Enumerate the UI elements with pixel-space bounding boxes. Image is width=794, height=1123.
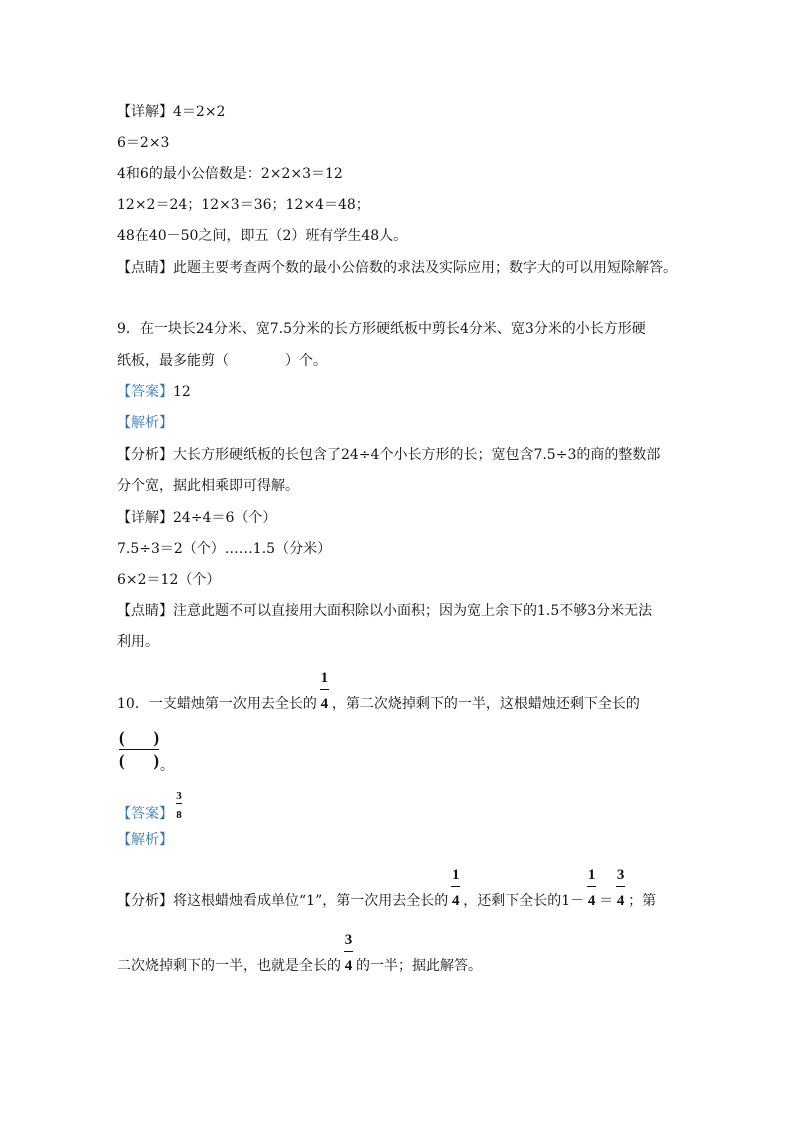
numerator: 3 bbox=[344, 932, 353, 948]
paren: ( bbox=[119, 728, 125, 747]
fraction bbox=[586, 867, 597, 910]
q9-point-line bbox=[117, 602, 652, 620]
denominator: 4 bbox=[320, 696, 329, 712]
q10-answer-line bbox=[117, 790, 185, 823]
q8-detail-line: 48在40－50之间，即五（2）班有学生48人。 bbox=[117, 228, 408, 244]
answer-label: 【答案】 bbox=[117, 384, 173, 400]
answer-label: 【答案】 bbox=[117, 806, 173, 822]
q9-answer-line bbox=[117, 383, 191, 401]
answer-value: 12 bbox=[173, 384, 191, 400]
point-label: 【点睛】 bbox=[117, 603, 173, 619]
q9-question-line: 9．在一块长24分米、宽7.5分米的长方形硬纸板中剪长4分米、宽3分米的小长方形硬 bbox=[117, 321, 646, 337]
text: 4＝2×2 bbox=[173, 104, 226, 120]
paren: ) bbox=[153, 728, 159, 747]
numerator: 3 bbox=[176, 790, 182, 802]
q9-detail-line: 6×2＝12（个） bbox=[117, 572, 221, 588]
denominator: 4 bbox=[451, 893, 460, 909]
paren: ( bbox=[119, 751, 125, 770]
fraction-bar bbox=[320, 689, 329, 690]
q9-detail-line bbox=[117, 509, 276, 527]
q9-question-line: 纸板，最多能剪（ ）个。 bbox=[117, 353, 327, 369]
period: 。 bbox=[160, 758, 174, 774]
text: 大长方形硬纸板的长包含了24÷4个小长方形的长；宽包含7.5÷3的商的整数部 bbox=[173, 447, 661, 463]
fraction bbox=[343, 932, 354, 975]
q10-analysis-line bbox=[117, 932, 482, 975]
blank-fraction bbox=[119, 728, 159, 771]
text: ；第 bbox=[628, 893, 657, 909]
fraction bbox=[615, 867, 626, 910]
text: 24÷4＝6（个） bbox=[173, 510, 277, 526]
q8-detail-line: 4和6的最小公倍数是：2×2×3＝12 bbox=[117, 166, 343, 182]
text: 10．一支蜡烛第一次用去全长的 bbox=[117, 696, 317, 712]
numerator: 1 bbox=[320, 670, 329, 686]
detail-label: 【详解】 bbox=[117, 104, 173, 120]
point-label: 【点睛】 bbox=[117, 260, 173, 276]
paren: ) bbox=[153, 751, 159, 770]
q9-point-line: 利用。 bbox=[117, 634, 159, 650]
text: 的一半；据此解答。 bbox=[356, 958, 482, 974]
text: 二次烧掉剩下的一半，也就是全长的 bbox=[117, 958, 341, 974]
q10-question-line bbox=[117, 670, 640, 713]
fraction bbox=[319, 670, 330, 713]
denominator: 8 bbox=[176, 809, 182, 821]
q8-detail-line: 12×2＝24；12×3＝36；12×4＝48； bbox=[117, 197, 370, 213]
numerator: 1 bbox=[451, 867, 460, 883]
answer-fraction bbox=[175, 790, 183, 824]
q10-analysis-heading: 【解析】 bbox=[117, 832, 173, 848]
numerator: 1 bbox=[587, 867, 596, 883]
fraction-bar bbox=[176, 803, 182, 804]
fraction-bar bbox=[587, 886, 596, 887]
q9-analysis-line bbox=[117, 446, 660, 464]
q9-analysis-line: 分个宽，据此相乘即可得解。 bbox=[117, 478, 299, 494]
text: ＝ bbox=[599, 893, 614, 909]
q8-detail-line bbox=[117, 103, 225, 121]
analysis-label: 【分析】 bbox=[117, 447, 173, 463]
fraction-bar bbox=[616, 886, 625, 887]
denominator: 4 bbox=[587, 893, 596, 909]
text: ，还剩下全长的1－ bbox=[463, 893, 585, 909]
denominator: 4 bbox=[344, 958, 353, 974]
text: 将这根蜡烛看成单位“1”，第一次用去全长的 bbox=[173, 893, 449, 909]
fraction bbox=[450, 867, 461, 910]
q10-analysis-line bbox=[117, 867, 657, 910]
detail-label: 【详解】 bbox=[117, 510, 173, 526]
fraction-bar bbox=[344, 951, 353, 952]
analysis-label: 【分析】 bbox=[117, 893, 173, 909]
denominator: 4 bbox=[616, 893, 625, 909]
text: 此题主要考查两个数的最小公倍数的求法及实际应用；数字大的可以用短除解答。 bbox=[173, 260, 677, 276]
q9-detail-line: 7.5÷3＝2（个）……1.5（分米） bbox=[117, 541, 332, 557]
text: ，第二次烧掉剩下的一半，这根蜡烛还剩下全长的 bbox=[331, 696, 640, 712]
q8-detail-line: 6＝2×3 bbox=[117, 135, 170, 151]
numerator: 3 bbox=[616, 867, 625, 883]
fraction-bar bbox=[119, 749, 159, 750]
fraction-bar bbox=[451, 886, 460, 887]
q9-analysis-heading: 【解析】 bbox=[117, 415, 173, 431]
text: 注意此题不可以直接用大面积除以小面积；因为宽上余下的1.5不够3分米无法 bbox=[173, 603, 653, 619]
q8-point-line bbox=[117, 259, 677, 277]
